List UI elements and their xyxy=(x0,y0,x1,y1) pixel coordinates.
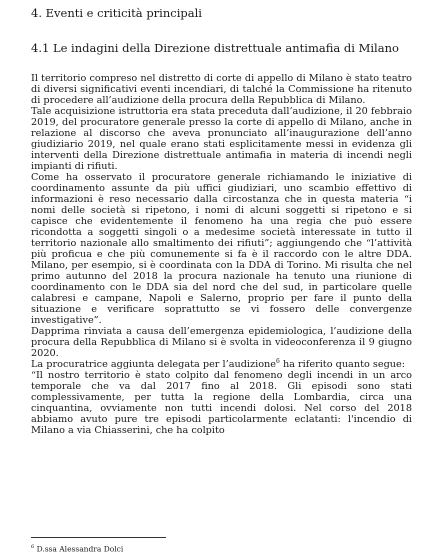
footnote-number: 6 xyxy=(31,544,35,550)
paragraph-5-text-end: ha riferito quanto segue: xyxy=(279,359,406,370)
body-text xyxy=(31,73,412,436)
paragraph-5 xyxy=(31,359,412,370)
footnote-text: D.ssa Alessandra Dolci xyxy=(34,544,124,554)
paragraph-2: Tale acquisizione istruttoria era stata preceduta dall’audizione, il 20 febbraio 2019, del procuratore generale presso la corte di appello di Milano, anche in relazione al discorso che aveva pronunciato all’inaugurazione dell’anno giudiziario 2019, nel quale erano stati esplicitamente messi in evidenza gli interventi della Direzione distrettuale antimafia in materia di incendi negli impianti di rifiuti. xyxy=(31,106,412,172)
paragraph-4: Dapprima rinviata a causa dell’emergenza epidemiologica, l’audizione della procura della Repubblica di Milano si è svolta in videoconferenza il 9 giugno 2020. xyxy=(31,326,412,359)
paragraph-3: Come ha osservato il procuratore generale richiamando le iniziative di coordinamento assunte da più uffici giudiziari, uno scambio effettivo di informazioni è reso necessario dalla circostanza che in questa materia “i nomi delle società si ripetono, i nomi di alcuni soggetti si ripetono e si capisce che evidentemente il fenomeno ha una regia che può essere ricondotta a soggetti singoli o a medesime società interessate in tutto il territorio nazionale allo smaltimento dei rifiuti”; aggiungendo che “l’attività più proficua e che più comunemente si fa è il raccordo con le altre DDA. Milano, per esempio, si è coordinata con la DDA di Torino. Mi risulta che nel primo autunno del 2018 la procura nazionale ha tenuto una riunione di coordinamento con le DDA sia del nord che del sud, in particolare quelle calabresi e campane, Napoli e Salerno, proprio per fare il punto della situazione e verificare soprattutto se vi fossero delle convergenze investigative”. xyxy=(31,172,412,326)
paragraph-1: Il territorio compreso nel distretto di corte di appello di Milano è stato teatro di diversi significativi eventi incendiari, di talché la Commissione ha ritenuto di procedere all’audizione della procura della Repubblica di Milano. xyxy=(31,73,412,106)
footnote-divider xyxy=(31,537,166,538)
paragraph-5-text: La procuratrice aggiunta delegata per l’audizione xyxy=(31,359,277,370)
footnote xyxy=(31,542,123,555)
footnote-reference[interactable]: 6 xyxy=(276,357,280,365)
paragraph-6-quote: “Il nostro territorio è stato colpito dal fenomeno degli incendi in un arco temporale che va dal 2017 fino al 2018. Gli episodi sono stati complessivamente, per tutta la regione della Lombardia, circa una cinquantina, ovviamente non tutti incendi dolosi. Nel corso del 2018 abbiamo avuto pure tre episodi particolarmente eclatanti: l'incendio di Milano a via Chiasserini, che ha colpito xyxy=(31,370,412,436)
subsection-title: 4.1 Le indagini della Direzione distrettuale antimafia di Milano xyxy=(31,41,399,55)
section-title: 4. Eventi e criticità principali xyxy=(31,6,202,20)
